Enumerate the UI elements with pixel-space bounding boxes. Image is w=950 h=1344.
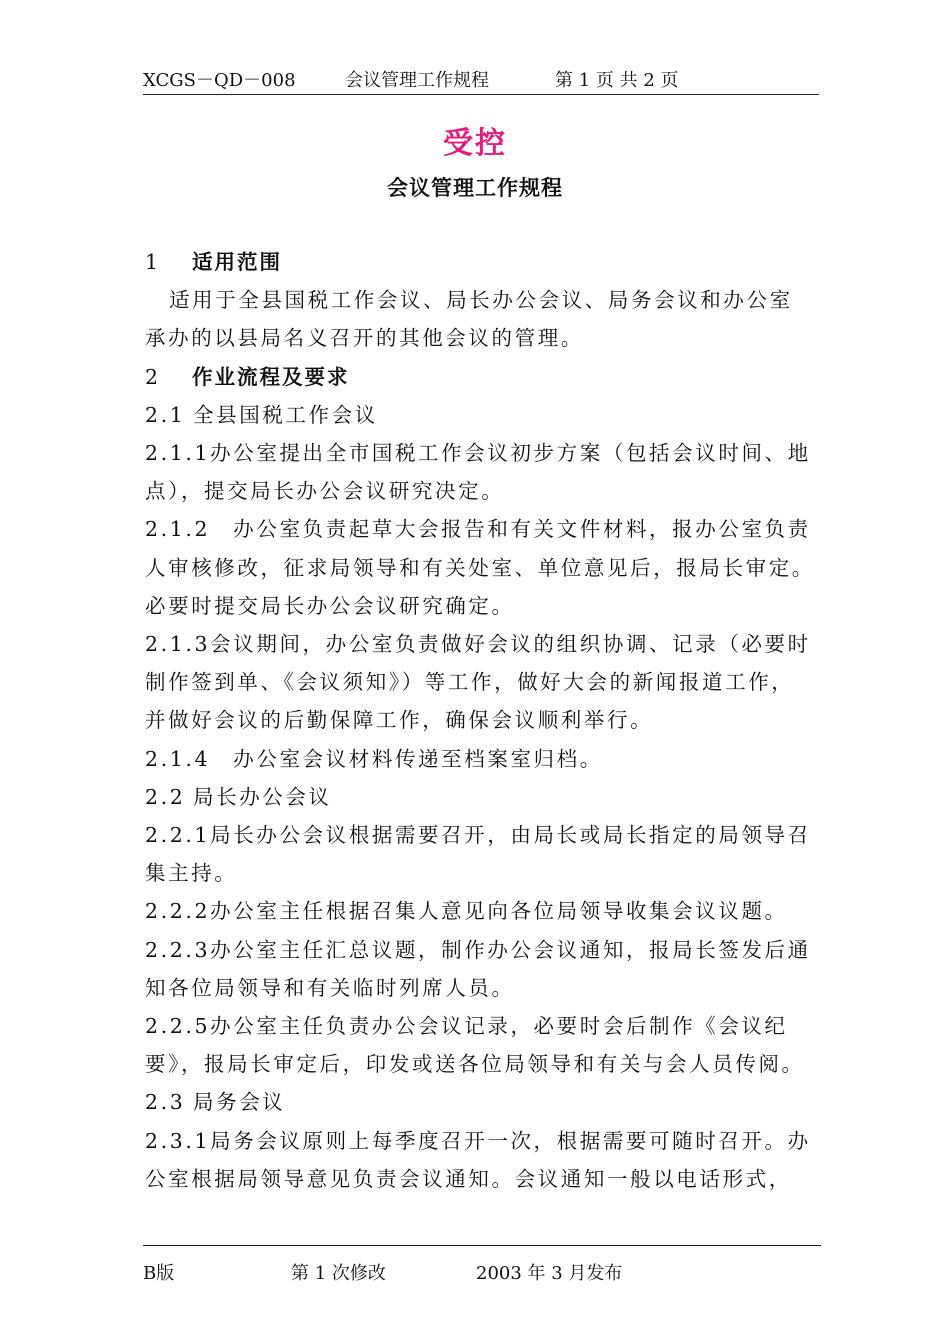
paragraph-line: 知各位局领导和有关临时列席人员。 [145, 975, 515, 1000]
paragraph-line: 2.2.3办公室主任汇总议题，制作办公会议通知，报局长签发后通 [145, 937, 811, 962]
paragraph-line: 2.2.1局长办公会议根据需要召开，由局长或局长指定的局领导召 [145, 823, 811, 848]
paragraph-line: 2.3.1局务会议原则上每季度召开一次，根据需要可随时召开。办 [145, 1128, 811, 1153]
paragraph-line: 并做好会议的后勤保障工作，确保会议顺利举行。 [145, 708, 654, 733]
subsection-number: 2.1 [145, 402, 186, 427]
header-document-title: 会议管理工作规程 [345, 70, 489, 91]
section-heading [145, 243, 825, 281]
paragraph-line: 承办的以县局名义召开的其他会议的管理。 [145, 326, 584, 351]
page-footer [143, 1259, 821, 1285]
header-divider [143, 94, 819, 95]
paragraph-line: 2.2.2办公室主任根据召集人意见向各位局领导收集会议议题。 [145, 899, 788, 924]
paragraph-line: 适用于全县国税工作会议、局长办公会议、局务会议和办公室 [169, 288, 793, 313]
subsection-heading [145, 396, 825, 434]
controlled-stamp: 受控 [443, 126, 507, 161]
document-body [145, 243, 825, 1198]
paragraph-line: 集主持。 [145, 861, 238, 886]
subsection-number: 2.2 [145, 784, 186, 809]
document-code: XCGS－QD－008 [143, 70, 296, 91]
subsection-title: 局务会议 [193, 1090, 286, 1115]
section-title: 适用范围 [192, 250, 282, 274]
page-header [143, 66, 819, 92]
subsection-title: 全县国税工作会议 [193, 402, 378, 427]
paragraph-line: 公室根据局领导意见负责会议通知。会议通知一般以电话形式， [145, 1166, 792, 1191]
paragraph-line: 2.1.4 办公室会议材料传递至档案室归档。 [145, 746, 603, 771]
section-heading [145, 358, 825, 396]
paragraph-line: 点），提交局长办公会议研究决定。 [145, 479, 505, 504]
paragraph-line: 要》，报局长审定后，印发或送各位局领导和有关与会人员传阅。 [145, 1052, 805, 1077]
document-title: 会议管理工作规程 [387, 176, 563, 200]
paragraph-line: 2.1.2 办公室负责起草大会报告和有关文件材料，报办公室负责 [145, 517, 811, 542]
release-date: 2003 年 3 月发布 [476, 1263, 623, 1284]
subsection-heading [145, 1083, 825, 1121]
paragraph-line: 人审核修改，征求局领导和有关处室、单位意见后，报局长审定。 [145, 555, 815, 580]
subsection-heading [145, 778, 825, 816]
section-title: 作业流程及要求 [192, 364, 350, 389]
subsection-number: 2.3 [145, 1090, 186, 1115]
version-label: B版 [143, 1263, 175, 1284]
paragraph-line: 2.2.5办公室主任负责办公会议记录，必要时会后制作《会议纪 [145, 1014, 788, 1039]
paragraph-line: 必要时提交局长办公会议研究确定。 [145, 593, 515, 618]
section-number: 2 [145, 364, 161, 389]
paragraph-line: 2.1.1办公室提出全市国税工作会议初步方案（包括会议时间、地 [145, 441, 811, 466]
paragraph-line: 2.1.3会议期间，办公室负责做好会议的组织协调、记录（必要时 [145, 632, 811, 657]
footer-divider [143, 1245, 821, 1246]
revision-label: 第 1 次修改 [291, 1263, 386, 1284]
paragraph-line: 制作签到单、《会议须知》）等工作，做好大会的新闻报道工作， [145, 670, 795, 695]
page-number: 第 1 页 共 2 页 [555, 70, 679, 91]
subsection-title: 局长办公会议 [193, 784, 332, 809]
section-number: 1 [145, 250, 161, 274]
